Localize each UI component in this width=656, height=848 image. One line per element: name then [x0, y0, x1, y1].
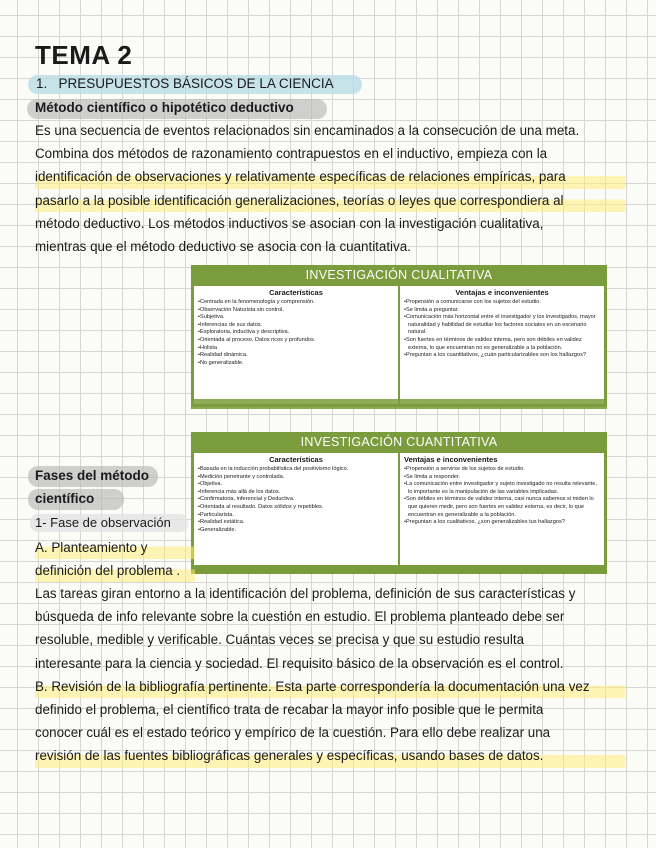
- paragraph-intro: [35, 119, 625, 258]
- table-cuantitativa: [191, 432, 607, 568]
- column-header: Características: [269, 455, 323, 464]
- fases-heading: Fases del método: [35, 468, 150, 483]
- fase-label: 1- Fase de observación: [35, 515, 171, 530]
- text-line: B. Revisión de la bibliografía pertinente. Esta parte correspondería la documentación una vez: [35, 675, 625, 698]
- planteamiento-label: [35, 536, 195, 582]
- column-header: Ventajas e inconvenientes: [455, 288, 549, 297]
- table-cualitativa: [191, 265, 607, 407]
- text-line: definición del problema .: [35, 559, 195, 582]
- text-line: conocer cuál es el estado teórico y empírico de la cuestión. Para ello debe realizar una: [35, 725, 551, 741]
- text-line: resoluble, medible y verificable. Cuántas veces se precisa y que su estudio resulta: [35, 632, 525, 648]
- list-item: • Son fuertes en términos de validez interna, pero son débiles en validez externa, lo que encuentran no es generalizable a la población.: [404, 337, 600, 352]
- column-ventajas: [398, 286, 604, 404]
- column-caracteristicas: [194, 286, 398, 404]
- list-item: • La comunicación entre investigador y sujeto investigado no resulta relevante, lo importante es la manipulación de las variables implicadas.: [404, 481, 600, 496]
- list-item: • Medición penetrante y controlada.: [198, 474, 394, 482]
- table-title: INVESTIGACIÓN CUANTITATIVA: [191, 432, 607, 453]
- list-item: • No generalizable.: [198, 360, 394, 368]
- list-item: • Propensión a servirse de los sujetos de estudio.: [404, 466, 600, 474]
- list-item: • Propensión a comunicarse con los sujetos del estudio.: [404, 299, 600, 307]
- list-item: • Objetiva.: [198, 481, 394, 489]
- subsection-heading: Método científico o hipotético deductivo: [35, 100, 294, 115]
- list-item: • Se limita a preguntar.: [404, 307, 600, 315]
- text-line: Es una secuencia de eventos relacionados sin encaminados a la consecución de una meta.: [35, 123, 580, 138]
- list-item: • Observación Naturista sin control.: [198, 307, 394, 315]
- list-item: • Orientada al resultado. Datos sólidos y repetibles.: [198, 504, 394, 512]
- list-item: • Subjetiva.: [198, 314, 394, 322]
- list-item: • Particularista.: [198, 512, 394, 520]
- list-item: • Generalizable.: [198, 527, 394, 535]
- list-item: • Inferencias de sus datos.: [198, 322, 394, 330]
- table-body: [191, 286, 607, 407]
- text-line: Las tareas giran entorno a la identificación del problema, definición de sus características y: [35, 586, 576, 601]
- list-item: • Preguntan a los cualitativos, ¿son generalizables tus hallazgos?: [404, 519, 600, 527]
- list-item: • Realidad dinámica.: [198, 352, 394, 360]
- list-item: • Orientada al proceso. Datos ricos y profundos.: [198, 337, 394, 345]
- text-line: mientras que el método deductivo se asocia con la cuantitativa.: [35, 239, 411, 255]
- text-line: Combina dos métodos de razonamiento contrapuestos en el inductivo, empieza con la: [35, 146, 548, 162]
- table-body: [191, 453, 607, 568]
- column-header: Características: [269, 288, 323, 297]
- list-item: • Inferencia más allá de los datos.: [198, 489, 394, 497]
- text-line: búsqueda de info relevante sobre la cuestión en estudio. El problema planteado debe ser: [35, 609, 565, 625]
- table-divider: [191, 567, 607, 574]
- column-header: Ventajas e inconvenientes: [404, 455, 498, 464]
- text-line: pasarlo a la posible identificación generalizaciones, teorías o leyes que correspondiera al: [35, 189, 625, 212]
- list-item: • Son débiles en términos de validez interna, casi nunca sabemos si miden lo que quieren medir, pero son fuertes en validez externa, es decir, lo que encuentran es generalizable a la población.: [404, 496, 600, 519]
- text-line: definido el problema, el científico trata de recabar la mayor info posible que le permita: [35, 702, 544, 718]
- table-title: INVESTIGACIÓN CUALITATIVA: [191, 265, 607, 286]
- fases-heading: científico: [35, 491, 95, 506]
- section-heading: 1. PRESUPUESTOS BÁSICOS DE LA CIENCIA: [36, 76, 334, 91]
- paragraph-fases: [35, 582, 625, 768]
- list-item: • Confirmatoria, inferencial y Deductiva.: [198, 496, 394, 504]
- list-item: • Realidad estática.: [198, 519, 394, 527]
- list-item: • Exploratoria, inductiva y descriptiva.: [198, 329, 394, 337]
- list-item: • Holista: [198, 345, 394, 353]
- text-line: interesante para la ciencia y sociedad. El requisito básico de la observación es el control.: [35, 655, 564, 671]
- column-ventajas: [398, 453, 604, 565]
- text-line: identificación de observaciones y relativamente específicas de relaciones empíricas, para: [35, 165, 625, 188]
- list-item: • Comunicación más horizontal entre el investigador y los investigados, mayor naturalidad y habilidad de estudiar los factores sociales en un escenario natural.: [404, 314, 600, 337]
- list-item: • Basada en la inducción probabilística del positivismo lógico.: [198, 466, 394, 474]
- text-line: A. Planteamiento y: [35, 536, 195, 559]
- list-item: • Preguntan a los cuantitativos, ¿cuán particularizables son los hallazgos?: [404, 352, 600, 360]
- list-item: • Se limita a responder.: [404, 474, 600, 482]
- table-divider: [191, 399, 607, 409]
- column-caracteristicas: [194, 453, 398, 565]
- text-line: método deductivo. Los métodos inductivos se asocian con la investigación cualitativa,: [35, 215, 544, 231]
- text-line: revisión de las fuentes bibliográficas generales y específicas, usando bases de datos.: [35, 744, 625, 767]
- page-title: TEMA 2: [35, 40, 133, 70]
- list-item: • Centrada en la fenomenología y comprensión.: [198, 299, 394, 307]
